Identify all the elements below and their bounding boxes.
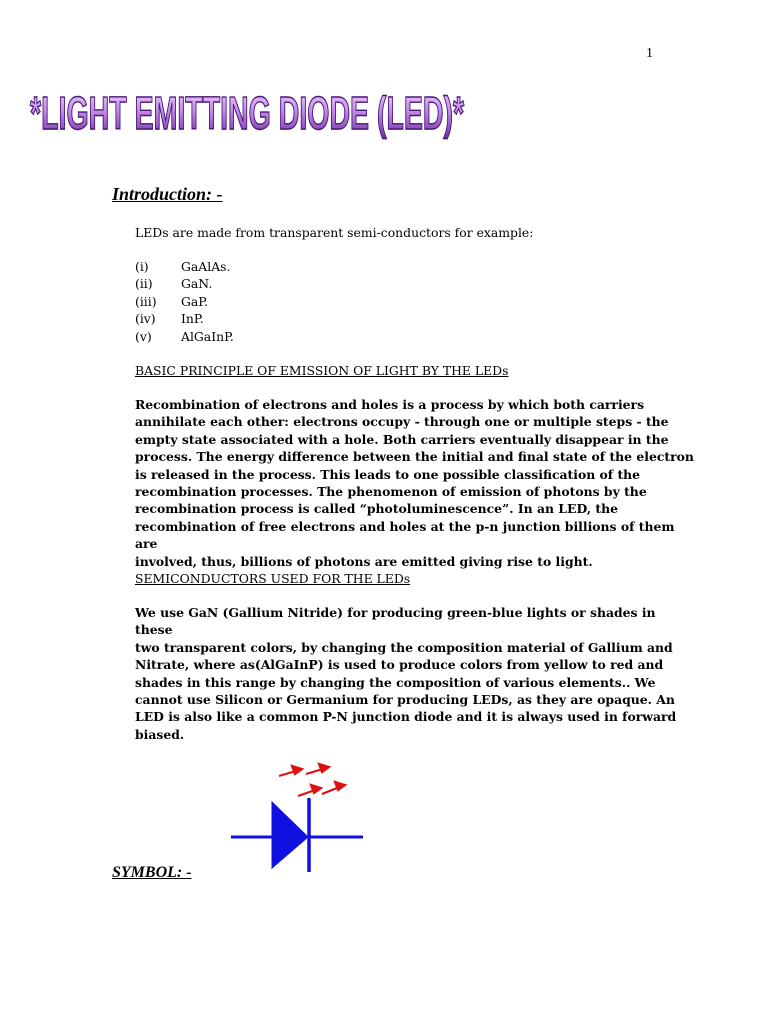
- list-item: [135, 258, 695, 275]
- emitted-light-arrows: [279, 764, 345, 796]
- list-text: AlGaInP.: [181, 328, 234, 344]
- paragraph-line: We use GaN (Gallium Nitride) for producing green-blue lights or shades in these: [135, 605, 656, 638]
- list-item: [135, 293, 695, 310]
- list-number: (i): [135, 259, 149, 274]
- list-number: (iv): [135, 311, 156, 327]
- symbol-heading: SYMBOL: -: [112, 864, 192, 881]
- light-arrow-icon: [306, 764, 329, 774]
- paragraph-line: cannot use Silicon or Germanium for producing LEDs, as they are opaque. An: [135, 692, 675, 708]
- list-text: GaAlAs.: [181, 259, 231, 274]
- semiconductors-paragraph: [135, 604, 695, 743]
- section-heading-semiconductors: SEMICONDUCTORS USED FOR THE LEDs: [135, 571, 411, 586]
- light-arrow-icon: [298, 785, 321, 796]
- page-number: 1: [646, 46, 653, 61]
- light-arrow-icon: [279, 766, 302, 776]
- introduction-text: LEDs are made from transparent semi-conductors for example:: [135, 225, 534, 240]
- list-item: [135, 328, 695, 345]
- paragraph-line: Recombination of electrons and holes is a process by which both carriers: [135, 397, 645, 412]
- paragraph-line: is released in the process. This leads to one possible classification of the: [135, 466, 641, 482]
- led-symbol-diagram: [225, 760, 375, 880]
- paragraph-line: empty state associated with a hole. Both carriers eventually disappear in the: [135, 431, 669, 447]
- list-number: (ii): [135, 276, 153, 292]
- section-heading-principle: BASIC PRINCIPLE OF EMISSION OF LIGHT BY THE LEDs: [135, 363, 509, 378]
- list-text: GaN.: [181, 276, 213, 292]
- paragraph-line: LED is also like a common P-N junction diode and it is always used in forward: [135, 709, 677, 725]
- paragraph-line: shades in this range by changing the composition of various elements.. We: [135, 674, 656, 690]
- paragraph-line: biased.: [135, 726, 185, 742]
- principle-paragraph: [135, 396, 695, 570]
- list-item: [135, 310, 695, 327]
- diode-symbol-icon: [231, 798, 363, 872]
- list-text: InP.: [181, 311, 204, 327]
- paragraph-line: annihilate each other: electrons occupy - through one or multiple steps - the: [135, 414, 669, 430]
- semiconductor-list: [135, 258, 695, 345]
- paragraph-line: recombination of free electrons and holes at the p-n junction billions of them are: [135, 518, 675, 552]
- list-text: GaP.: [181, 293, 209, 309]
- list-number: (iii): [135, 293, 157, 309]
- paragraph-line: recombination processes. The phenomenon of emission of photons by the: [135, 484, 647, 500]
- paragraph-line: process. The energy difference between the initial and final state of the electron: [135, 449, 694, 465]
- list-number: (v): [135, 328, 152, 344]
- paragraph-line: recombination process is called “photoluminescence”. In an LED, the: [135, 501, 618, 517]
- light-arrow-icon: [322, 782, 345, 794]
- document-title: *LIGHT EMITTING DIODE (LED)*: [30, 87, 465, 139]
- list-item: [135, 275, 695, 292]
- paragraph-line: Nitrate, where as(AlGaInP) is used to produce colors from yellow to red and: [135, 657, 664, 673]
- paragraph-line: involved, thus, billions of photons are emitted giving rise to light.: [135, 553, 593, 569]
- paragraph-line: two transparent colors, by changing the composition material of Gallium and: [135, 639, 673, 655]
- introduction-heading: Introduction: -: [112, 184, 223, 204]
